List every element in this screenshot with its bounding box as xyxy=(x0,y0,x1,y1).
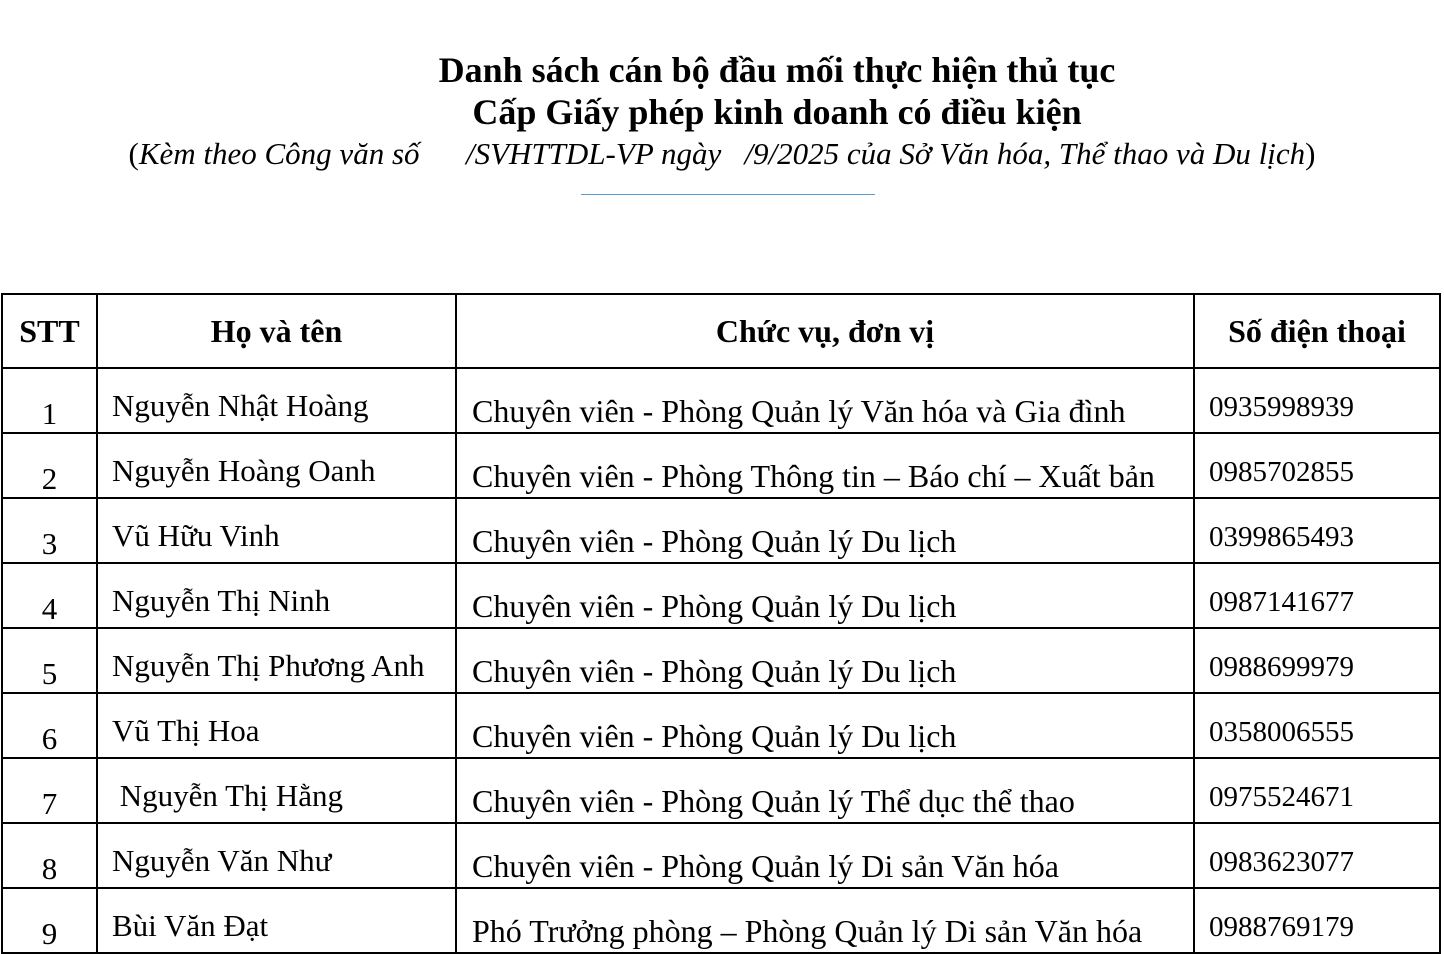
table-row xyxy=(2,693,1440,758)
header-divider xyxy=(581,194,875,195)
row-name: Nguyễn Thị Hằng xyxy=(97,758,456,823)
table-row xyxy=(2,823,1440,888)
row-stt: 5 xyxy=(2,628,97,693)
row-name: Nguyễn Văn Như xyxy=(97,823,456,888)
header-name: Họ và tên xyxy=(97,294,456,368)
staff-table xyxy=(1,293,1441,954)
row-position: Chuyên viên - Phòng Quản lý Du lịch xyxy=(456,693,1194,758)
document-title-line2: Cấp Giấy phép kinh doanh có điều kiện xyxy=(472,92,1082,132)
document-title-line1: Danh sách cán bộ đầu mối thực hiện thủ tục xyxy=(438,50,1116,90)
row-name: Bùi Văn Đạt xyxy=(97,888,456,953)
row-phone: 0985702855 xyxy=(1194,433,1440,498)
row-stt: 8 xyxy=(2,823,97,888)
row-position: Chuyên viên - Phòng Quản lý Du lịch xyxy=(456,498,1194,563)
row-stt: 4 xyxy=(2,563,97,628)
table-row xyxy=(2,498,1440,563)
row-stt: 6 xyxy=(2,693,97,758)
row-position: Chuyên viên - Phòng Quản lý Du lịch xyxy=(456,563,1194,628)
row-phone: 0358006555 xyxy=(1194,693,1440,758)
row-phone: 0975524671 xyxy=(1194,758,1440,823)
row-phone: 0399865493 xyxy=(1194,498,1440,563)
table-row xyxy=(2,563,1440,628)
row-stt: 1 xyxy=(2,368,97,433)
row-phone: 0988699979 xyxy=(1194,628,1440,693)
row-position: Chuyên viên - Phòng Quản lý Văn hóa và Gia đình xyxy=(456,368,1194,433)
table-row xyxy=(2,628,1440,693)
row-stt: 3 xyxy=(2,498,97,563)
row-position: Chuyên viên - Phòng Thông tin – Báo chí – Xuất bản xyxy=(456,433,1194,498)
table-row xyxy=(2,888,1440,953)
row-position: Chuyên viên - Phòng Quản lý Thể dục thể thao xyxy=(456,758,1194,823)
table-header-row xyxy=(2,294,1440,368)
document-subtitle xyxy=(0,134,1444,174)
row-position: Chuyên viên - Phòng Quản lý Di sản Văn hóa xyxy=(456,823,1194,888)
row-phone: 0983623077 xyxy=(1194,823,1440,888)
table-row xyxy=(2,758,1440,823)
table-row xyxy=(2,433,1440,498)
table-row xyxy=(2,368,1440,433)
row-stt: 2 xyxy=(2,433,97,498)
row-position: Chuyên viên - Phòng Quản lý Du lịch xyxy=(456,628,1194,693)
row-phone: 0988769179 xyxy=(1194,888,1440,953)
subtitle-text: Kèm theo Công văn số /SVHTTDL-VP ngày /9/2025 của Sở Văn hóa, Thể thao và Du lịch xyxy=(138,136,1306,171)
header-position: Chức vụ, đơn vị xyxy=(456,294,1194,368)
row-name: Vũ Thị Hoa xyxy=(97,693,456,758)
subtitle-close-paren: ) xyxy=(1305,136,1316,171)
row-name: Vũ Hữu Vinh xyxy=(97,498,456,563)
row-name: Nguyễn Thị Ninh xyxy=(97,563,456,628)
row-stt: 7 xyxy=(2,758,97,823)
row-stt: 9 xyxy=(2,888,97,953)
row-name: Nguyễn Thị Phương Anh xyxy=(97,628,456,693)
row-position: Phó Trưởng phòng – Phòng Quản lý Di sản Văn hóa xyxy=(456,888,1194,953)
row-name: Nguyễn Hoàng Oanh xyxy=(97,433,456,498)
subtitle-open-paren: ( xyxy=(128,136,139,171)
row-name: Nguyễn Nhật Hoàng xyxy=(97,368,456,433)
row-phone: 0987141677 xyxy=(1194,563,1440,628)
header-phone: Số điện thoại xyxy=(1194,294,1440,368)
header-stt: STT xyxy=(2,294,97,368)
row-phone: 0935998939 xyxy=(1194,368,1440,433)
